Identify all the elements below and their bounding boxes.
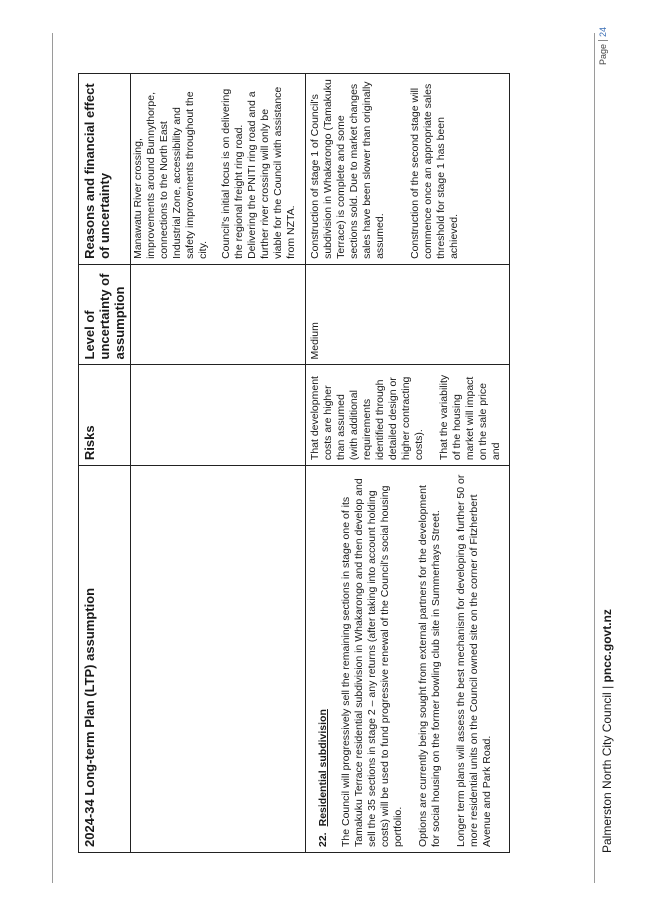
page-footer xyxy=(600,609,614,853)
cell-empty xyxy=(131,466,306,853)
cell-empty xyxy=(131,264,306,365)
reason-paragraph: Construction of stage 1 of Council's subdivision in Whakarongo (Tamakuku Terrace) is complete and some sections sold. Due to market changes sales have been slower than originally assumed. xyxy=(309,79,386,259)
page-number xyxy=(598,27,608,65)
cell-risks-22 xyxy=(306,365,510,466)
table-row xyxy=(306,74,510,853)
footer-council-name: Palmerston North City Council xyxy=(600,692,614,853)
reason-paragraph: Manawatu River crossing, improvements around Bunnythorpe, connections to the North East Industrial Zone, accessibility and safety improvements throughout the city. xyxy=(132,91,209,259)
table-header-row xyxy=(79,74,131,853)
section-title xyxy=(317,471,330,847)
cell-empty xyxy=(131,365,306,466)
header-assumption: 2024-34 Long-term Plan (LTP) assumption xyxy=(79,466,131,853)
ltp-assumptions-table xyxy=(78,73,510,853)
risk-paragraph: That the variability of the housing market will impact on the sale price and xyxy=(438,374,502,461)
bottom-rule xyxy=(594,33,595,883)
section-title-text: Residential subdivision xyxy=(317,709,329,827)
footer-website: pncc.govt.nz xyxy=(600,609,614,683)
page-label: Page xyxy=(598,43,608,65)
assumption-paragraph: Options are currently being sought from external partners for the development for social housing on the former bowling club site in Summerhays Street. xyxy=(417,485,442,847)
reason-paragraph: Construction of the second stage will commence once an appropriate sales threshold for stage 1 has been achieved. xyxy=(409,83,460,259)
assumption-paragraph: The Council will progressively sell the remaining sections in stage one of its Tamakuku Terrace residential subdivision in Whakarongo and then develop and sell the 35 sections in stage 2 – any returns (after taking into account holding costs) will be used to fund progressive renewal of the Council's social housing portfolio. xyxy=(340,478,404,847)
table-row xyxy=(131,74,306,853)
assumption-paragraph: Longer term plans will assess the best mechanism for developing a further 50 or more residential units on the Council owned site on the corner of Fitzherbert Avenue and Park Road. xyxy=(455,474,493,847)
page-number-value: 24 xyxy=(598,27,608,41)
header-reasons: Reasons and financial effect of uncertainty xyxy=(79,74,131,265)
risk-paragraph: That development costs are higher than assumed (with additional requirements identified through detailed design or higher contracting costs). xyxy=(309,376,425,461)
section-number: 22. xyxy=(317,832,329,847)
cell-continuation-reasons xyxy=(131,74,306,265)
header-level: Level of uncertainty of assumption xyxy=(79,264,131,365)
cell-assumption-22 xyxy=(306,466,510,853)
cell-level-22: Medium xyxy=(306,264,510,365)
footer-separator: | xyxy=(600,685,614,689)
header-risks: Risks xyxy=(79,365,131,466)
top-rule xyxy=(52,33,53,883)
cell-reasons-22 xyxy=(306,74,510,265)
reason-paragraph: Council's initial focus is on delivering the regional freight ring road. Delivering the PNITI ring road and a further river crossing will only be viable for the Council with assistance from NZTA. xyxy=(220,86,297,259)
